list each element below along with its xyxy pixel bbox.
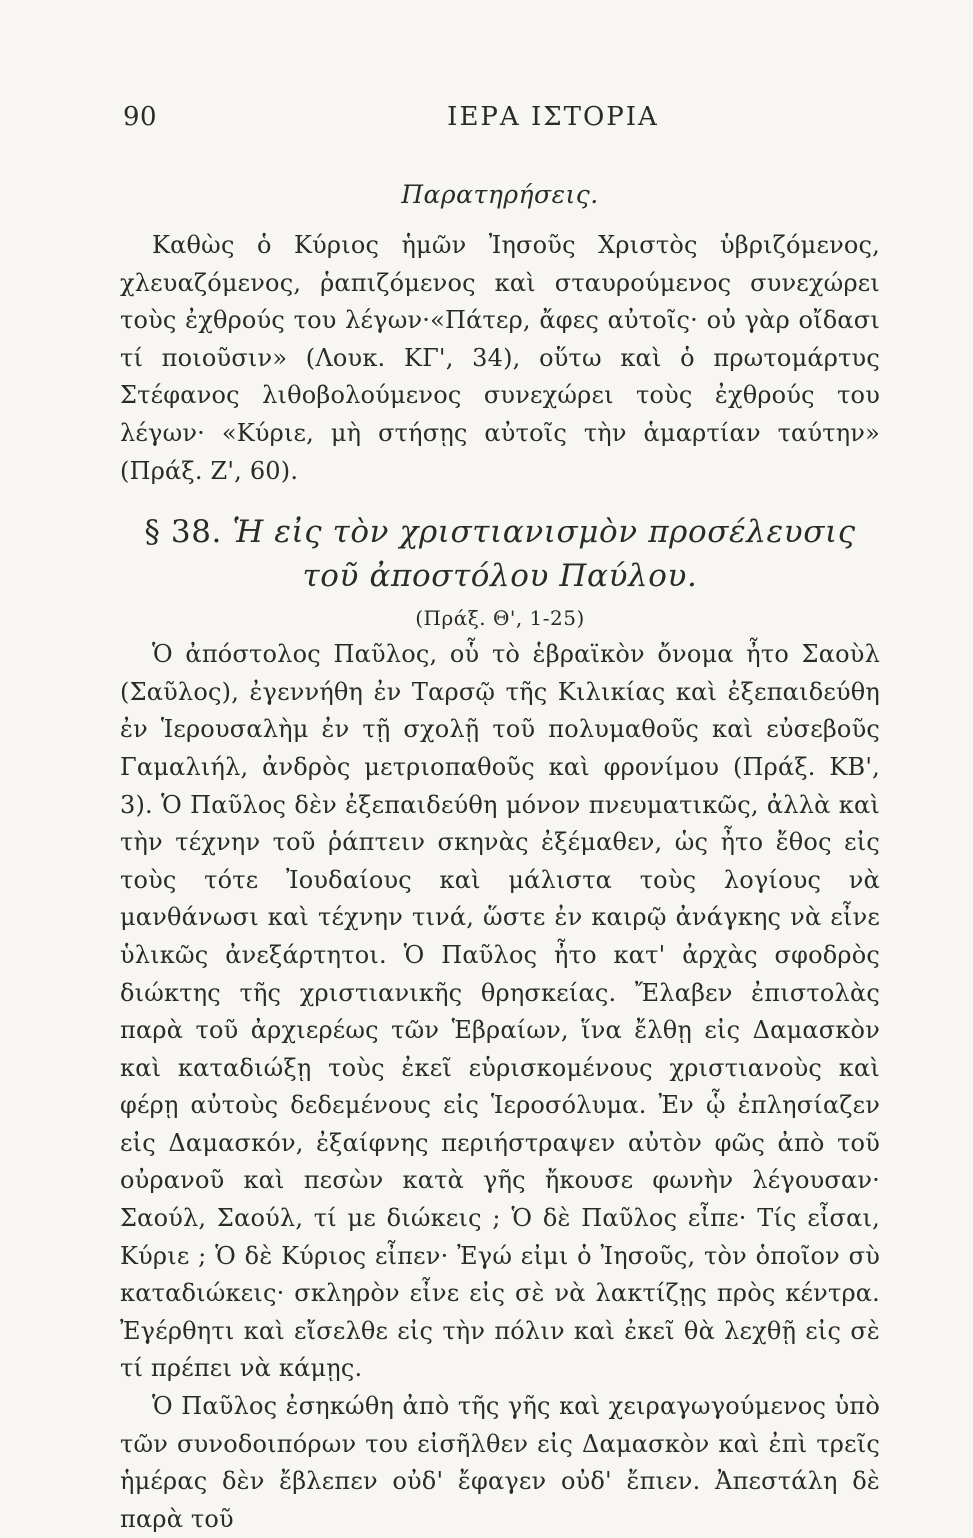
section-title-line-1: Ἡ εἰς τὸν χριστιανισμὸν προσέλευσις <box>232 514 856 551</box>
section-paragraph-1: Ὁ ἀπόστολος Παῦλος, οὗ τὸ ἑβραϊκὸν ὄνομα ἦτο Σαοὺλ (Σαῦλος), ἐγεννήθη ἐν Ταρσῷ τῆς Κιλικίας καὶ ἐξεπαιδεύθη ἐν Ἱερουσαλὴμ ἐν τῇ σχολῇ τοῦ πολυμαθοῦς καὶ εὐσεβοῦς Γαμαλιήλ, ἀνδρὸς μετριοπαθοῦς καὶ φρονίμου (Πράξ. ΚΒ', 3). Ὁ Παῦλος δὲν ἐξεπαιδεύθη μόνον πνευματικῶς, ἀλλὰ καὶ τὴν τέχνην τοῦ ῥάπτειν σκηνὰς ἐξέμαθεν, ὡς ἦτο ἔθος εἰς τοὺς τότε Ἰουδαίους καὶ μάλιστα τοὺς λογίους νὰ μανθάνωσι καὶ τέχνην τινά, ὥστε ἐν καιρῷ ἀνάγκης νὰ εἶνε ὑλικῶς ἀνεξάρτητοι. Ὁ Παῦλος ἦτο κατ' ἀρχὰς σφοδρὸς διώκτης τῆς χριστιανικῆς θρησκείας. Ἔλαβεν ἐπιστολὰς παρὰ τοῦ ἀρχιερέως τῶν Ἑβραίων, ἵνα ἔλθῃ εἰς Δαμασκὸν καὶ καταδιώξῃ τοὺς ἐκεῖ εὑρισκομένους χριστιανοὺς καὶ φέρῃ αὐτοὺς δεδεμένους εἰς Ἱεροσόλυμα. Ἐν ᾧ ἐπλησίαζεν εἰς Δαμασκόν, ἐξαίφνης περιήστραψεν αὐτὸν φῶς ἀπὸ τοῦ οὐρανοῦ καὶ πεσὼν κατὰ γῆς ἤκουσε φωνὴν λέγουσαν· Σαούλ, Σαούλ, τί με διώκεις ; Ὁ δὲ Παῦλος εἶπε· Τίς εἶσαι, Κύριε ; Ὁ δὲ Κύριος εἶπεν· Ἐγώ εἰμι ὁ Ἰησοῦς, τὸν ὁποῖον σὺ καταδιώκεις· σκληρὸν εἶνε εἰς σὲ νὰ λακτίζῃς πρὸς κέντρα. Ἐγέρθητι καὶ εἴσελθε εἰς τὴν πόλιν καὶ ἐκεῖ θὰ λεχθῇ εἰς σὲ τί πρέπει νὰ κάμῃς. <box>120 640 880 1383</box>
section-title-line-2: τοῦ ἀποστόλου Παύλου. <box>302 558 698 595</box>
running-title: ΙΕΡΑ ΙΣΤΟΡΙΑ <box>447 102 659 132</box>
section-symbol: § 38. <box>144 514 222 551</box>
page-body <box>120 180 880 1538</box>
page-header <box>123 102 883 136</box>
observations-paragraph: Καθὼς ὁ Κύριος ἡμῶν Ἰησοῦς Χριστὸς ὑβριζόμενος, χλευαζόμενος, ῥαπιζόμενος καὶ σταυρούμενος συνεχώρει τοὺς ἐχθρούς του λέγων·«Πάτερ, ἄφες αὐτοῖς· οὐ γὰρ οἴδασι τί ποιοῦσιν» (Λουκ. ΚΓ', 34), οὕτω καὶ ὁ πρωτομάρτυς Στέφανος λιθοβολούμενος συνεχώρει τοὺς ἐχθρούς του λέγων· «Κύριε, μὴ στήσῃς αὐτοῖς τὴν ἁμαρτίαν ταύτην» (Πράξ. Ζ', 60). <box>120 231 880 485</box>
section-heading <box>120 510 880 598</box>
page-number: 90 <box>123 102 158 132</box>
section-paragraph-2: Ὁ Παῦλος ἐσηκώθη ἀπὸ τῆς γῆς καὶ χειραγωγούμενος ὑπὸ τῶν συνοδοιπόρων του εἰσῆλθεν εἰς Δαμασκὸν καὶ ἐπὶ τρεῖς ἡμέρας δὲν ἔβλεπεν οὐδ' ἔφαγεν οὐδ' ἔπιεν. Ἀπεστάλη δὲ παρὰ τοῦ <box>120 1392 880 1533</box>
observations-heading: Παρατηρήσεις. <box>401 180 599 209</box>
scripture-reference: (Πράξ. Θ', 1-25) <box>415 606 585 631</box>
